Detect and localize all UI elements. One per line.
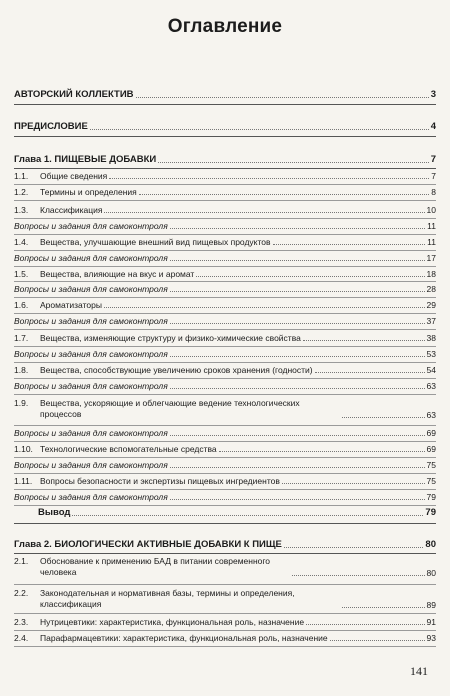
divider xyxy=(14,313,436,314)
toc-entry-number: 1.6. xyxy=(14,300,29,310)
dot-leader xyxy=(315,372,425,373)
toc-entry-page: 8 xyxy=(431,187,436,197)
dot-leader xyxy=(90,129,429,130)
toc-entry xyxy=(14,556,436,578)
toc-entry-label: Вопросы и задания для самоконтроля xyxy=(14,349,168,359)
toc-entry-page: 28 xyxy=(426,284,436,294)
toc-entry-page: 91 xyxy=(426,617,436,627)
toc-entry-page: 75 xyxy=(426,476,436,486)
toc-entry-label: Законодательная и нормативная базы, термины и определения, классификация xyxy=(40,588,295,609)
divider xyxy=(14,184,436,185)
dot-leader xyxy=(104,212,424,213)
toc-entry-questions xyxy=(14,460,436,470)
toc-entry-label: АВТОРСКИЙ КОЛЛЕКТИВ xyxy=(14,89,134,100)
divider xyxy=(14,553,436,554)
toc-chapter-1 xyxy=(14,155,436,165)
toc-entry-label: Технологические вспомогательные средства xyxy=(40,444,217,454)
divider xyxy=(14,523,436,524)
divider xyxy=(14,250,436,251)
toc-entry xyxy=(14,617,436,627)
dot-leader xyxy=(273,244,426,245)
dot-leader xyxy=(136,97,429,98)
divider xyxy=(14,234,436,235)
dot-leader xyxy=(282,483,425,484)
toc-entry-page: 79 xyxy=(426,492,436,502)
toc-entry-page: 53 xyxy=(426,349,436,359)
toc-entry-number: 2.4. xyxy=(14,633,29,643)
divider xyxy=(14,266,436,267)
toc-entry-label: Вопросы и задания для самоконтроля xyxy=(14,460,168,470)
toc-entry-page: 4 xyxy=(430,121,436,132)
toc-entry-label: Вопросы и задания для самоконтроля xyxy=(14,492,168,502)
toc-entry-page: 63 xyxy=(426,381,436,391)
toc-entry-label: Вопросы и задания для самоконтроля xyxy=(14,253,168,263)
toc-entry-number: 1.8. xyxy=(14,365,29,375)
toc-entry-label: Парафармацевтики: характеристика, функциональная роль, назначение xyxy=(40,633,328,643)
dot-leader xyxy=(284,547,424,548)
toc-entry-page: 63 xyxy=(426,410,436,420)
toc-entry-label: Глава 1. ПИЩЕВЫЕ ДОБАВКИ xyxy=(14,154,157,165)
toc-entry xyxy=(14,588,436,610)
toc-entry-page: 69 xyxy=(426,444,436,454)
toc-entry-label: Глава 2. БИОЛОГИЧЕСКИ АКТИВНЫЕ ДОБАВКИ К ПИЩЕ xyxy=(14,539,282,550)
dot-leader xyxy=(170,499,425,500)
dot-leader xyxy=(139,194,429,195)
toc-entry-label: Вещества, улучшающие внешний вид пищевых продуктов xyxy=(40,237,271,247)
dot-leader xyxy=(170,435,425,436)
toc-entry-questions xyxy=(14,492,436,502)
toc-entry-page: 7 xyxy=(430,154,436,165)
dot-leader xyxy=(170,260,425,261)
divider xyxy=(14,104,436,105)
toc-entry-number: 1.4. xyxy=(14,237,29,247)
toc-entry-number: 2.3. xyxy=(14,617,29,627)
toc-entry-label: Вопросы и задания для самоконтроля xyxy=(14,381,168,391)
toc-entry-questions xyxy=(14,253,436,263)
toc-entry-page: 54 xyxy=(426,365,436,375)
toc-entry-number: 1.10. xyxy=(14,444,33,454)
toc-entry-questions xyxy=(14,284,436,294)
dot-leader xyxy=(219,451,425,452)
toc-entry-questions xyxy=(14,428,436,438)
dot-leader xyxy=(170,228,425,229)
toc-entry-label: Вещества, влияющие на вкус и аромат xyxy=(40,269,195,279)
divider xyxy=(14,297,436,298)
toc-entry-number: 1.2. xyxy=(14,187,29,197)
toc-entry-page: 10 xyxy=(426,205,436,215)
toc-entry-label: ПРЕДИСЛОВИЕ xyxy=(14,121,88,132)
toc-entry-page: 75 xyxy=(426,460,436,470)
toc-entry-number: 2.2. xyxy=(14,588,29,598)
toc-entry-page: 11 xyxy=(427,237,436,247)
divider xyxy=(14,218,436,219)
toc-entry-page: 89 xyxy=(426,600,436,610)
toc-entry-number: 1.7. xyxy=(14,333,29,343)
toc-entry-number: 1.3. xyxy=(14,205,29,215)
toc-entry-label: Вещества, изменяющие структуру и физико-химические свойства xyxy=(40,333,301,343)
dot-leader xyxy=(72,515,423,516)
divider xyxy=(14,281,436,282)
divider xyxy=(14,630,436,631)
toc-entry-number: 1.11. xyxy=(14,476,33,486)
toc-entry-page: 7 xyxy=(431,171,436,181)
toc-entry-label: Вещества, способствующие увеличению сроков хранения (годности) xyxy=(40,365,313,375)
divider xyxy=(14,362,436,363)
divider xyxy=(14,168,436,169)
toc-entry-preface xyxy=(14,122,436,132)
toc-entry-label: Нутрицевтики: характеристика, функциональная роль, назначение xyxy=(40,617,305,627)
toc-entry xyxy=(14,171,436,181)
dot-leader xyxy=(196,276,424,277)
toc-entry-page: 37 xyxy=(426,316,436,326)
divider xyxy=(14,441,436,442)
toc-entry-label: Вопросы и задания для самоконтроля xyxy=(14,221,168,231)
dot-leader xyxy=(170,356,425,357)
toc-entry-page: 18 xyxy=(426,269,436,279)
toc-entry-questions xyxy=(14,381,436,391)
divider xyxy=(14,584,436,585)
toc-entry-label: Вопросы безопасности и экспертизы пищевых ингредиентов xyxy=(40,476,280,486)
toc-entry-number: 1.5. xyxy=(14,269,29,279)
page-number: 141 xyxy=(410,664,428,678)
divider xyxy=(14,329,436,330)
toc-entry-page: 11 xyxy=(427,221,436,231)
toc-entry-page: 93 xyxy=(426,633,436,643)
toc-entry xyxy=(14,187,436,197)
toc-entry-authors xyxy=(14,90,436,100)
toc-entry xyxy=(14,205,436,215)
divider xyxy=(14,200,436,201)
toc-entry-questions xyxy=(14,349,436,359)
toc-entry-label: Вопросы и задания для самоконтроля xyxy=(14,428,168,438)
toc-entry-number: 2.1. xyxy=(14,556,29,566)
toc-entry-label: Ароматизаторы xyxy=(40,300,102,310)
toc-entry xyxy=(14,444,436,454)
page-title: Оглавление xyxy=(167,16,283,37)
dot-leader xyxy=(342,607,425,608)
toc-entry xyxy=(14,398,436,420)
divider xyxy=(14,378,436,379)
toc-entry xyxy=(14,333,436,343)
dot-leader xyxy=(170,467,425,468)
toc-entry-label: Общие сведения xyxy=(40,171,108,181)
toc-entry xyxy=(14,365,436,375)
toc-entry-page: 29 xyxy=(426,300,436,310)
dot-leader xyxy=(306,624,424,625)
toc-entry-label: Вопросы и задания для самоконтроля xyxy=(14,316,168,326)
toc-entry-questions xyxy=(14,221,436,231)
dot-leader xyxy=(292,575,425,576)
toc-entry-page: 38 xyxy=(426,333,436,343)
divider xyxy=(14,613,436,614)
toc-entry-label: Термины и определения xyxy=(40,187,137,197)
toc-entry xyxy=(14,269,436,279)
toc-entry-page: 69 xyxy=(426,428,436,438)
dot-leader xyxy=(109,178,429,179)
toc-entry xyxy=(14,237,436,247)
toc-entry-label: Классификация xyxy=(40,205,103,215)
dot-leader xyxy=(170,388,425,389)
dot-leader xyxy=(303,340,425,341)
divider xyxy=(14,473,436,474)
toc-entry-label: Вещества, ускоряющие и облегчающие ведение технологических процессов xyxy=(40,398,300,419)
divider xyxy=(14,136,436,137)
toc-entry-conclusion xyxy=(14,508,436,518)
toc-entry-number: 1.9. xyxy=(14,398,29,408)
divider xyxy=(14,394,436,395)
divider xyxy=(14,425,436,426)
toc-entry-questions xyxy=(14,316,436,326)
toc-entry xyxy=(14,300,436,310)
toc-entry-page: 80 xyxy=(425,539,436,550)
dot-leader xyxy=(170,323,425,324)
divider xyxy=(14,457,436,458)
dot-leader xyxy=(104,307,425,308)
toc-chapter-2 xyxy=(14,540,436,550)
toc-entry-label: Вывод xyxy=(38,507,71,518)
toc-entry xyxy=(14,633,436,643)
toc-entry-number: 1.1. xyxy=(14,171,29,181)
dot-leader xyxy=(158,162,428,163)
toc-entry-page: 79 xyxy=(425,507,436,518)
toc-entry-page: 3 xyxy=(430,89,436,100)
toc-entry-label: Вопросы и задания для самоконтроля xyxy=(14,284,168,294)
dot-leader xyxy=(330,640,425,641)
toc-entry-label: Обоснование к применению БАД в питании современного человека xyxy=(40,556,271,577)
toc-entry xyxy=(14,476,436,486)
toc-entry-page: 80 xyxy=(426,568,436,578)
divider xyxy=(14,489,436,490)
divider xyxy=(14,646,436,647)
divider xyxy=(14,505,436,506)
divider xyxy=(14,346,436,347)
toc-entry-page: 17 xyxy=(426,253,436,263)
dot-leader xyxy=(342,417,425,418)
dot-leader xyxy=(170,291,425,292)
